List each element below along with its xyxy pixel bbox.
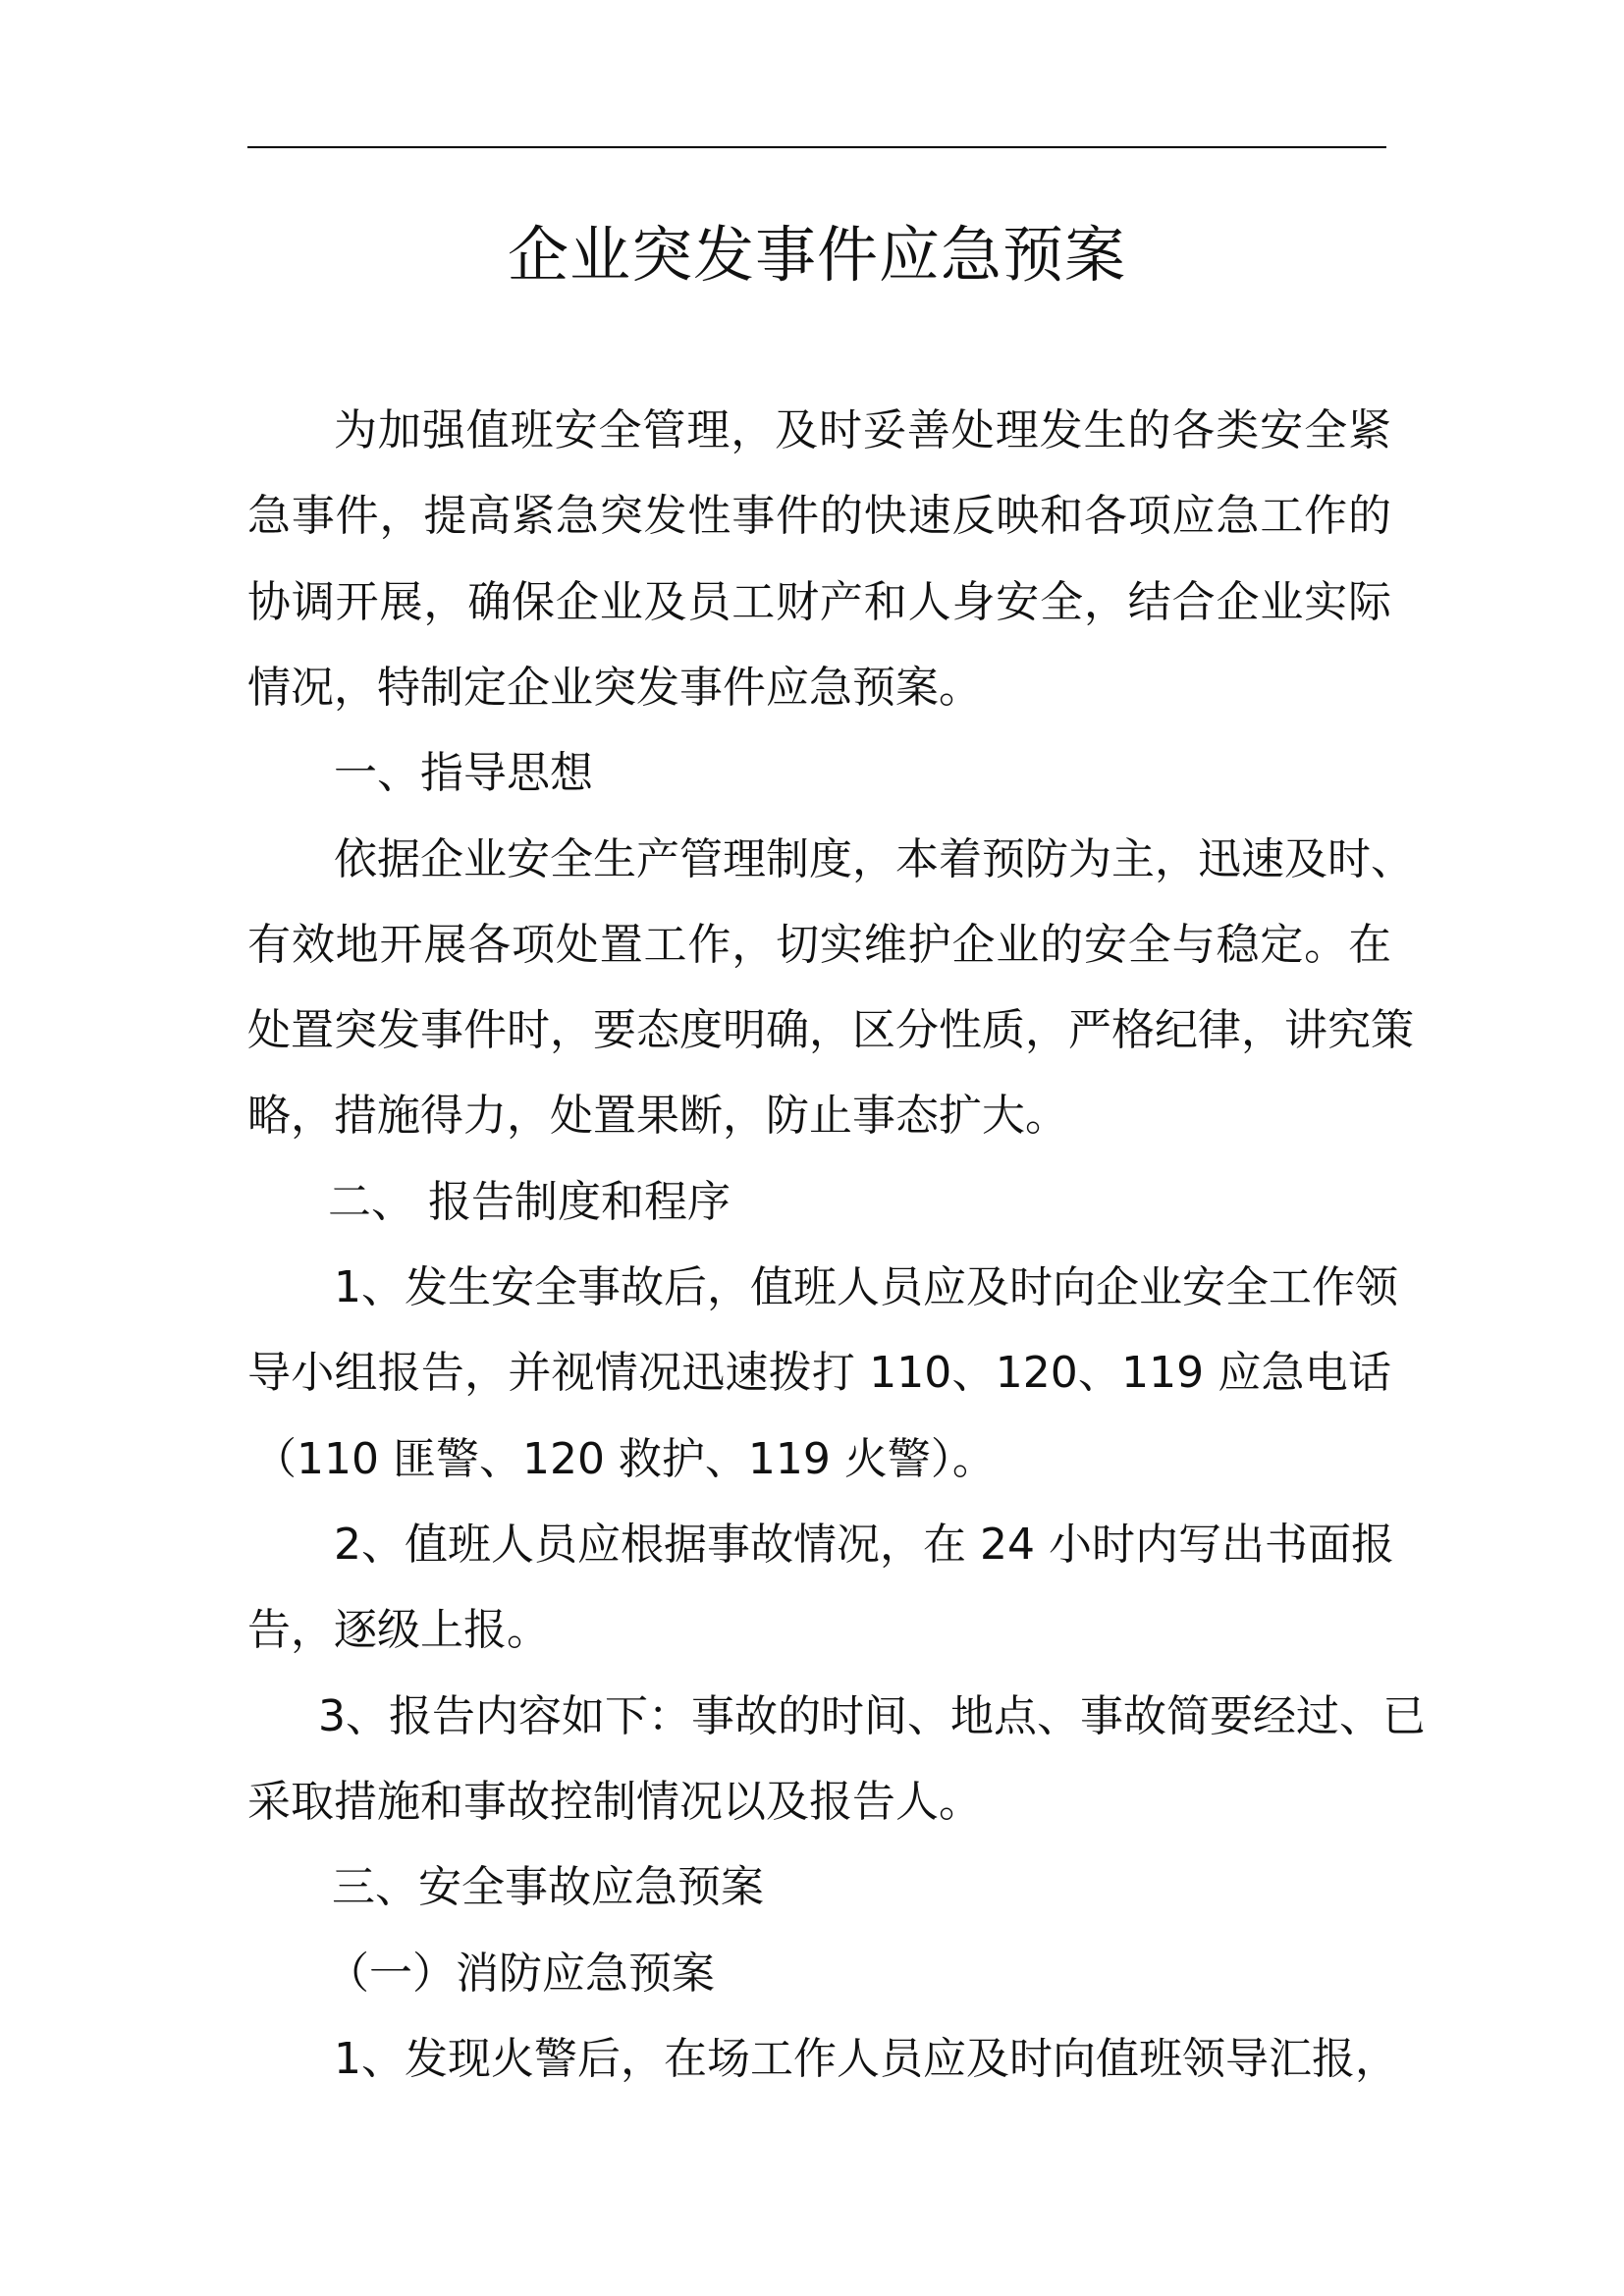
paragraph-line: 协调开展，确保企业及员工财产和人身安全，结合企业实际 <box>247 577 1391 627</box>
paragraph-line: 采取措施和事故控制情况以及报告人。 <box>247 1777 982 1827</box>
paragraph-line: 略，措施得力，处置果断，防止事态扩大。 <box>247 1091 1068 1141</box>
section-heading: 一、指导思想 <box>334 748 593 798</box>
paragraph-line: 有效地开展各项处置工作，切实维护企业的安全与稳定。在 <box>247 920 1391 970</box>
paragraph-line: 1、发生安全事故后，值班人员应及时向企业安全工作领 <box>334 1262 1398 1312</box>
paragraph-line: 为加强值班安全管理，及时妥善处理发生的各类安全紧 <box>334 405 1391 455</box>
document-title: 企业突发事件应急预案 <box>507 219 1126 291</box>
paragraph-line: 情况，特制定企业突发事件应急预案。 <box>247 663 982 713</box>
paragraph-line: 导小组报告，并视情况迅速拨打 110、120、119 应急电话 <box>247 1348 1391 1398</box>
section-heading: 三、安全事故应急预案 <box>332 1862 764 1912</box>
paragraph-line: 依据企业安全生产管理制度，本着预防为主，迅速及时、 <box>334 834 1414 884</box>
paragraph-line: 处置突发事件时，要态度明确，区分性质，严格纪律，讲究策 <box>247 1005 1414 1055</box>
paragraph-line: 告，逐级上报。 <box>247 1605 550 1655</box>
subsection-heading: （一）消防应急预案 <box>326 1949 715 1999</box>
paragraph-line: 急事件，提高紧急突发性事件的快速反映和各项应急工作的 <box>247 491 1391 541</box>
section-heading: 二、 报告制度和程序 <box>328 1177 731 1227</box>
paragraph-line: （110 匪警、120 救护、119 火警）。 <box>253 1434 996 1484</box>
paragraph-line: 1、发现火警后，在场工作人员应及时向值班领导汇报， <box>334 2034 1398 2084</box>
header-rule <box>247 146 1386 148</box>
paragraph-line: 2、值班人员应根据事故情况，在 24 小时内写出书面报 <box>334 1520 1394 1570</box>
paragraph-line: 3、报告内容如下：事故的时间、地点、事故简要经过、已 <box>318 1691 1426 1741</box>
